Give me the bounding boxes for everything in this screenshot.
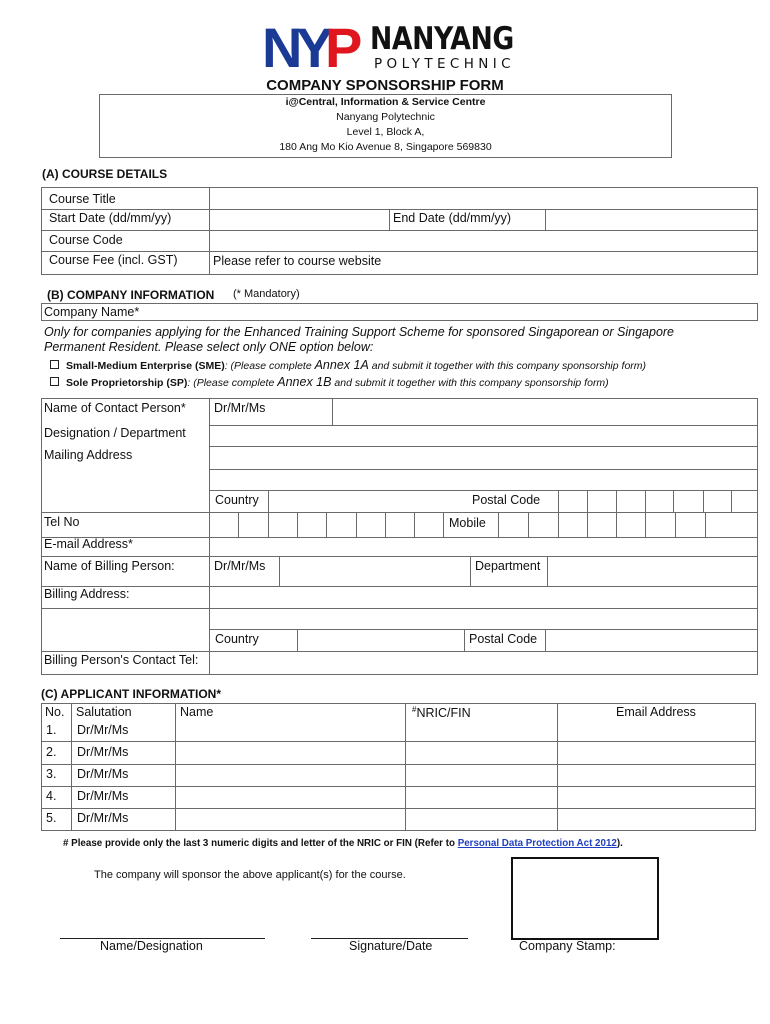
row-salutation[interactable]: Dr/Mr/Ms [77,767,129,781]
company-name-label: Company Name* [44,305,140,319]
sp-note-a: : (Please complete [187,377,278,389]
row-salutation[interactable]: Dr/Mr/Ms [77,789,129,803]
email-label: E-mail Address* [44,537,133,551]
logo-letter-y: Y [296,16,330,79]
end-date-label: End Date (dd/mm/yy) [393,211,512,225]
start-date-label: Start Date (dd/mm/yy) [49,211,172,225]
designation-field[interactable] [210,426,757,445]
row-no: 3. [46,767,57,781]
row-name-field[interactable] [176,742,404,763]
billing-country-field[interactable] [298,630,463,650]
mailing-address-field[interactable] [210,447,757,489]
contact-person-field[interactable] [333,399,757,424]
course-fee-value: Please refer to course website [213,254,382,268]
col-name: Name [180,705,214,719]
course-fee-label: Course Fee (incl. GST) [49,253,178,267]
row-salutation[interactable]: Dr/Mr/Ms [77,811,129,825]
row-name-field[interactable] [176,809,404,830]
billing-person-label: Name of Billing Person: [44,559,175,573]
start-date-field[interactable] [210,210,388,229]
section-b-heading: (B) COMPANY INFORMATION [47,288,215,302]
company-stamp-box[interactable] [511,857,659,940]
row-no: 1. [46,723,57,737]
department-label: Department [475,559,541,573]
row-nric-field[interactable] [406,787,556,807]
mailing-address-label: Mailing Address [44,448,133,462]
sme-note-a: : (Please complete [224,360,315,372]
sp-option [66,376,609,389]
row-no: 4. [46,789,57,803]
sme-annex: Annex 1A [314,358,369,372]
etss-note-line-1: Only for companies applying for the Enhanced Training Support Scheme for sponsored Singaporean or Singapore [44,325,675,339]
row-salutation[interactable]: Dr/Mr/Ms [77,723,129,737]
billing-address-field[interactable] [210,587,757,628]
billing-address-label: Billing Address: [44,587,130,601]
pdpa-link[interactable]: Personal Data Protection Act 2012 [457,838,617,849]
row-email-field[interactable] [558,765,755,785]
nric-note-b: ). [616,838,623,849]
billing-tel-label: Billing Person's Contact Tel: [44,653,199,667]
col-salutation: Salutation [76,705,132,719]
course-code-label: Course Code [49,233,123,247]
section-c-heading: (C) APPLICANT INFORMATION* [41,687,221,701]
row-email-field[interactable] [558,787,755,807]
form-title: COMPANY SPONSORSHIP FORM [266,77,504,94]
sponsor-statement: The company will sponsor the above applicant(s) for the course. [94,869,406,881]
etss-note-line-2: Permanent Resident. Please select only ONE option below: [44,340,374,354]
logo-name: NANYANG [370,21,514,57]
tel-no-label: Tel No [44,515,80,529]
contact-salutation[interactable]: Dr/Mr/Ms [214,401,266,415]
address-line-4: 180 Ang Mo Kio Avenue 8, Singapore 569830 [279,141,492,153]
nric-note [63,839,623,849]
billing-postal-code-label: Postal Code [469,632,538,646]
col-nric-label: NRIC/FIN [416,706,471,721]
company-stamp-label: Company Stamp: [519,939,616,953]
col-nric [412,706,471,720]
row-nric-field[interactable] [406,742,556,763]
nric-note-a: # Please provide only the last 3 numeric digits and letter of the NRIC or FIN (Refer to [63,838,458,849]
logo-subtitle: POLYTECHNIC [374,56,516,72]
billing-country-label: Country [215,632,259,646]
postal-code-label: Postal Code [472,493,541,507]
col-no: No. [45,705,65,719]
end-date-field[interactable] [546,210,757,229]
sme-checkbox[interactable] [50,360,59,369]
address-line-3: Level 1, Block A, [346,126,425,138]
row-no: 2. [46,745,57,759]
row-email-field[interactable] [558,720,755,740]
row-salutation[interactable]: Dr/Mr/Ms [77,745,129,759]
billing-postal-code-field[interactable] [546,630,757,650]
contact-person-label: Name of Contact Person* [44,401,186,415]
mandatory-note: (* Mandatory) [233,288,300,300]
billing-person-field[interactable] [280,557,469,585]
sme-option [66,359,646,372]
department-field[interactable] [548,557,757,585]
sp-note-b: and submit it together with this company sponsorship form) [331,377,609,389]
sme-label: Small-Medium Enterprise (SME) [66,360,225,372]
sp-label: Sole Proprietorship (SP) [66,377,188,389]
sp-annex: Annex 1B [277,375,332,389]
row-no: 5. [46,811,57,825]
billing-salutation[interactable]: Dr/Mr/Ms [214,559,266,573]
section-a-heading: (A) COURSE DETAILS [42,167,168,181]
row-nric-field[interactable] [406,809,556,830]
nric-hash: # [412,705,417,714]
logo-letter-p: P [325,16,359,79]
col-email: Email Address [616,705,696,719]
address-line-2: Nanyang Polytechnic [336,111,435,123]
designation-label: Designation / Department [44,426,186,440]
billing-tel-field[interactable] [210,652,757,673]
country-field[interactable] [269,491,469,511]
course-code-field[interactable] [210,231,757,250]
company-name-field[interactable] [150,304,757,320]
row-name-field[interactable] [176,720,404,740]
country-label: Country [215,493,259,507]
row-nric-field[interactable] [406,765,556,785]
course-title-field[interactable] [210,188,757,208]
email-field[interactable] [210,538,757,555]
address-line-1: i@Central, Information & Service Centre [285,96,486,108]
logo-letter-n: N [262,16,299,79]
row-name-field[interactable] [176,787,404,807]
row-email-field[interactable] [558,742,755,763]
mobile-label: Mobile [449,516,486,530]
row-email-field[interactable] [558,809,755,830]
signature-date-label: Signature/Date [349,939,433,953]
name-designation-label: Name/Designation [100,939,203,953]
row-nric-field[interactable] [406,720,556,740]
course-title-label: Course Title [49,192,116,206]
sp-checkbox[interactable] [50,377,59,386]
row-name-field[interactable] [176,765,404,785]
sme-note-b: and submit it together with this company sponsorship form) [368,360,647,372]
